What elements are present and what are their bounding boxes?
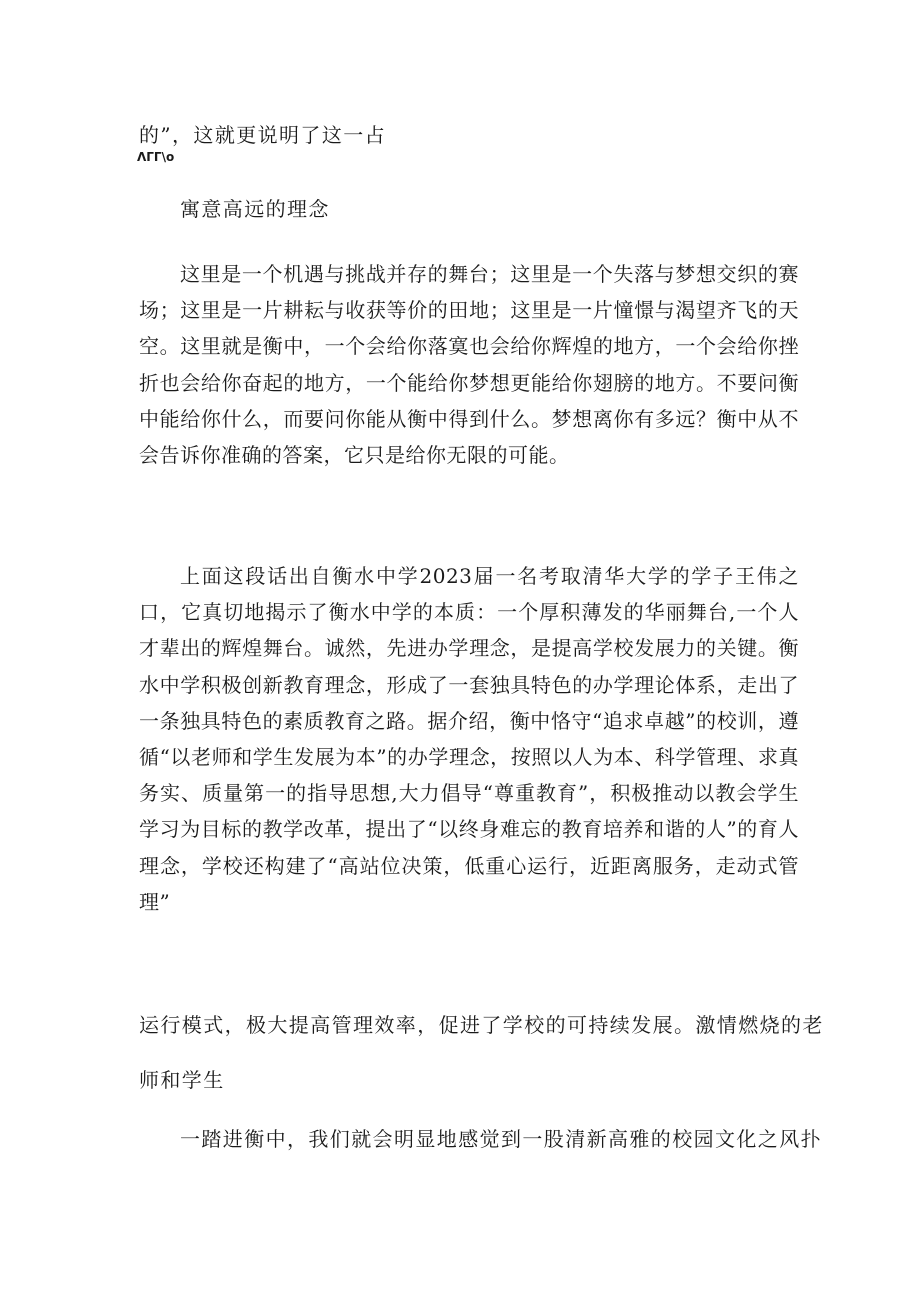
text-line-last: 一踏进衡中，我们就会明显地感觉到一股清新高雅的校园文化之风扑 <box>180 1127 822 1151</box>
text-line-model-1: 运行模式，极大提高管理效率，促进了学校的可持续发展。激情燃烧的老 <box>139 1013 824 1037</box>
garbled-mark: ΛΓΓ\ο <box>137 150 175 164</box>
text-line-model-2: 师和学生 <box>139 1068 225 1092</box>
paragraph-2: 上面这段话出自衡水中学2023届一名考取清华大学的学子王伟之口，它真切地揭示了衡水中学的本质：一个厚积薄发的华丽舞台,一个人才辈出的辉煌舞台。诚然，先进办学理念，是提高学校发展力的关键。衡水中学积极创新教育理念，形成了一套独具特色的办学理论体系，走出了一条独具特色的素质教育之路。据介绍，衡中恪守“追求卓越”的校训，遵循“以老师和学生发展为本”的办学理念，按照以人为本、科学管理、求真务实、质量第一的指导思想,大力倡导“尊重教育”，积极推动以教会学生学习为目标的教学改革，提出了“以终身难忘的教育培养和谐的人”的育人理念，学校还构建了“高站位决策，低重心运行，近距离服务，走动式管理” <box>139 564 799 914</box>
paragraph-1: 这里是一个机遇与挑战并存的舞台；这里是一个失落与梦想交织的赛场；这里是一片耕耘与收获等价的田地；这里是一片憧憬与渴望齐飞的天空。这里就是衡中，一个会给你落寞也会给你辉煌的地方，一个会给你挫折也会给你奋起的地方，一个能给你梦想更能给你翅膀的地方。不要问衡中能给你什么，而要问你能从衡中得到什么。梦想离你有多远？衡中从不会告诉你准确的答案，它只是给你无限的可能。 <box>139 262 799 468</box>
section-heading: 寓意高远的理念 <box>180 197 330 221</box>
text-line-fragment: 的”，这就更说明了这一占 <box>139 123 387 147</box>
